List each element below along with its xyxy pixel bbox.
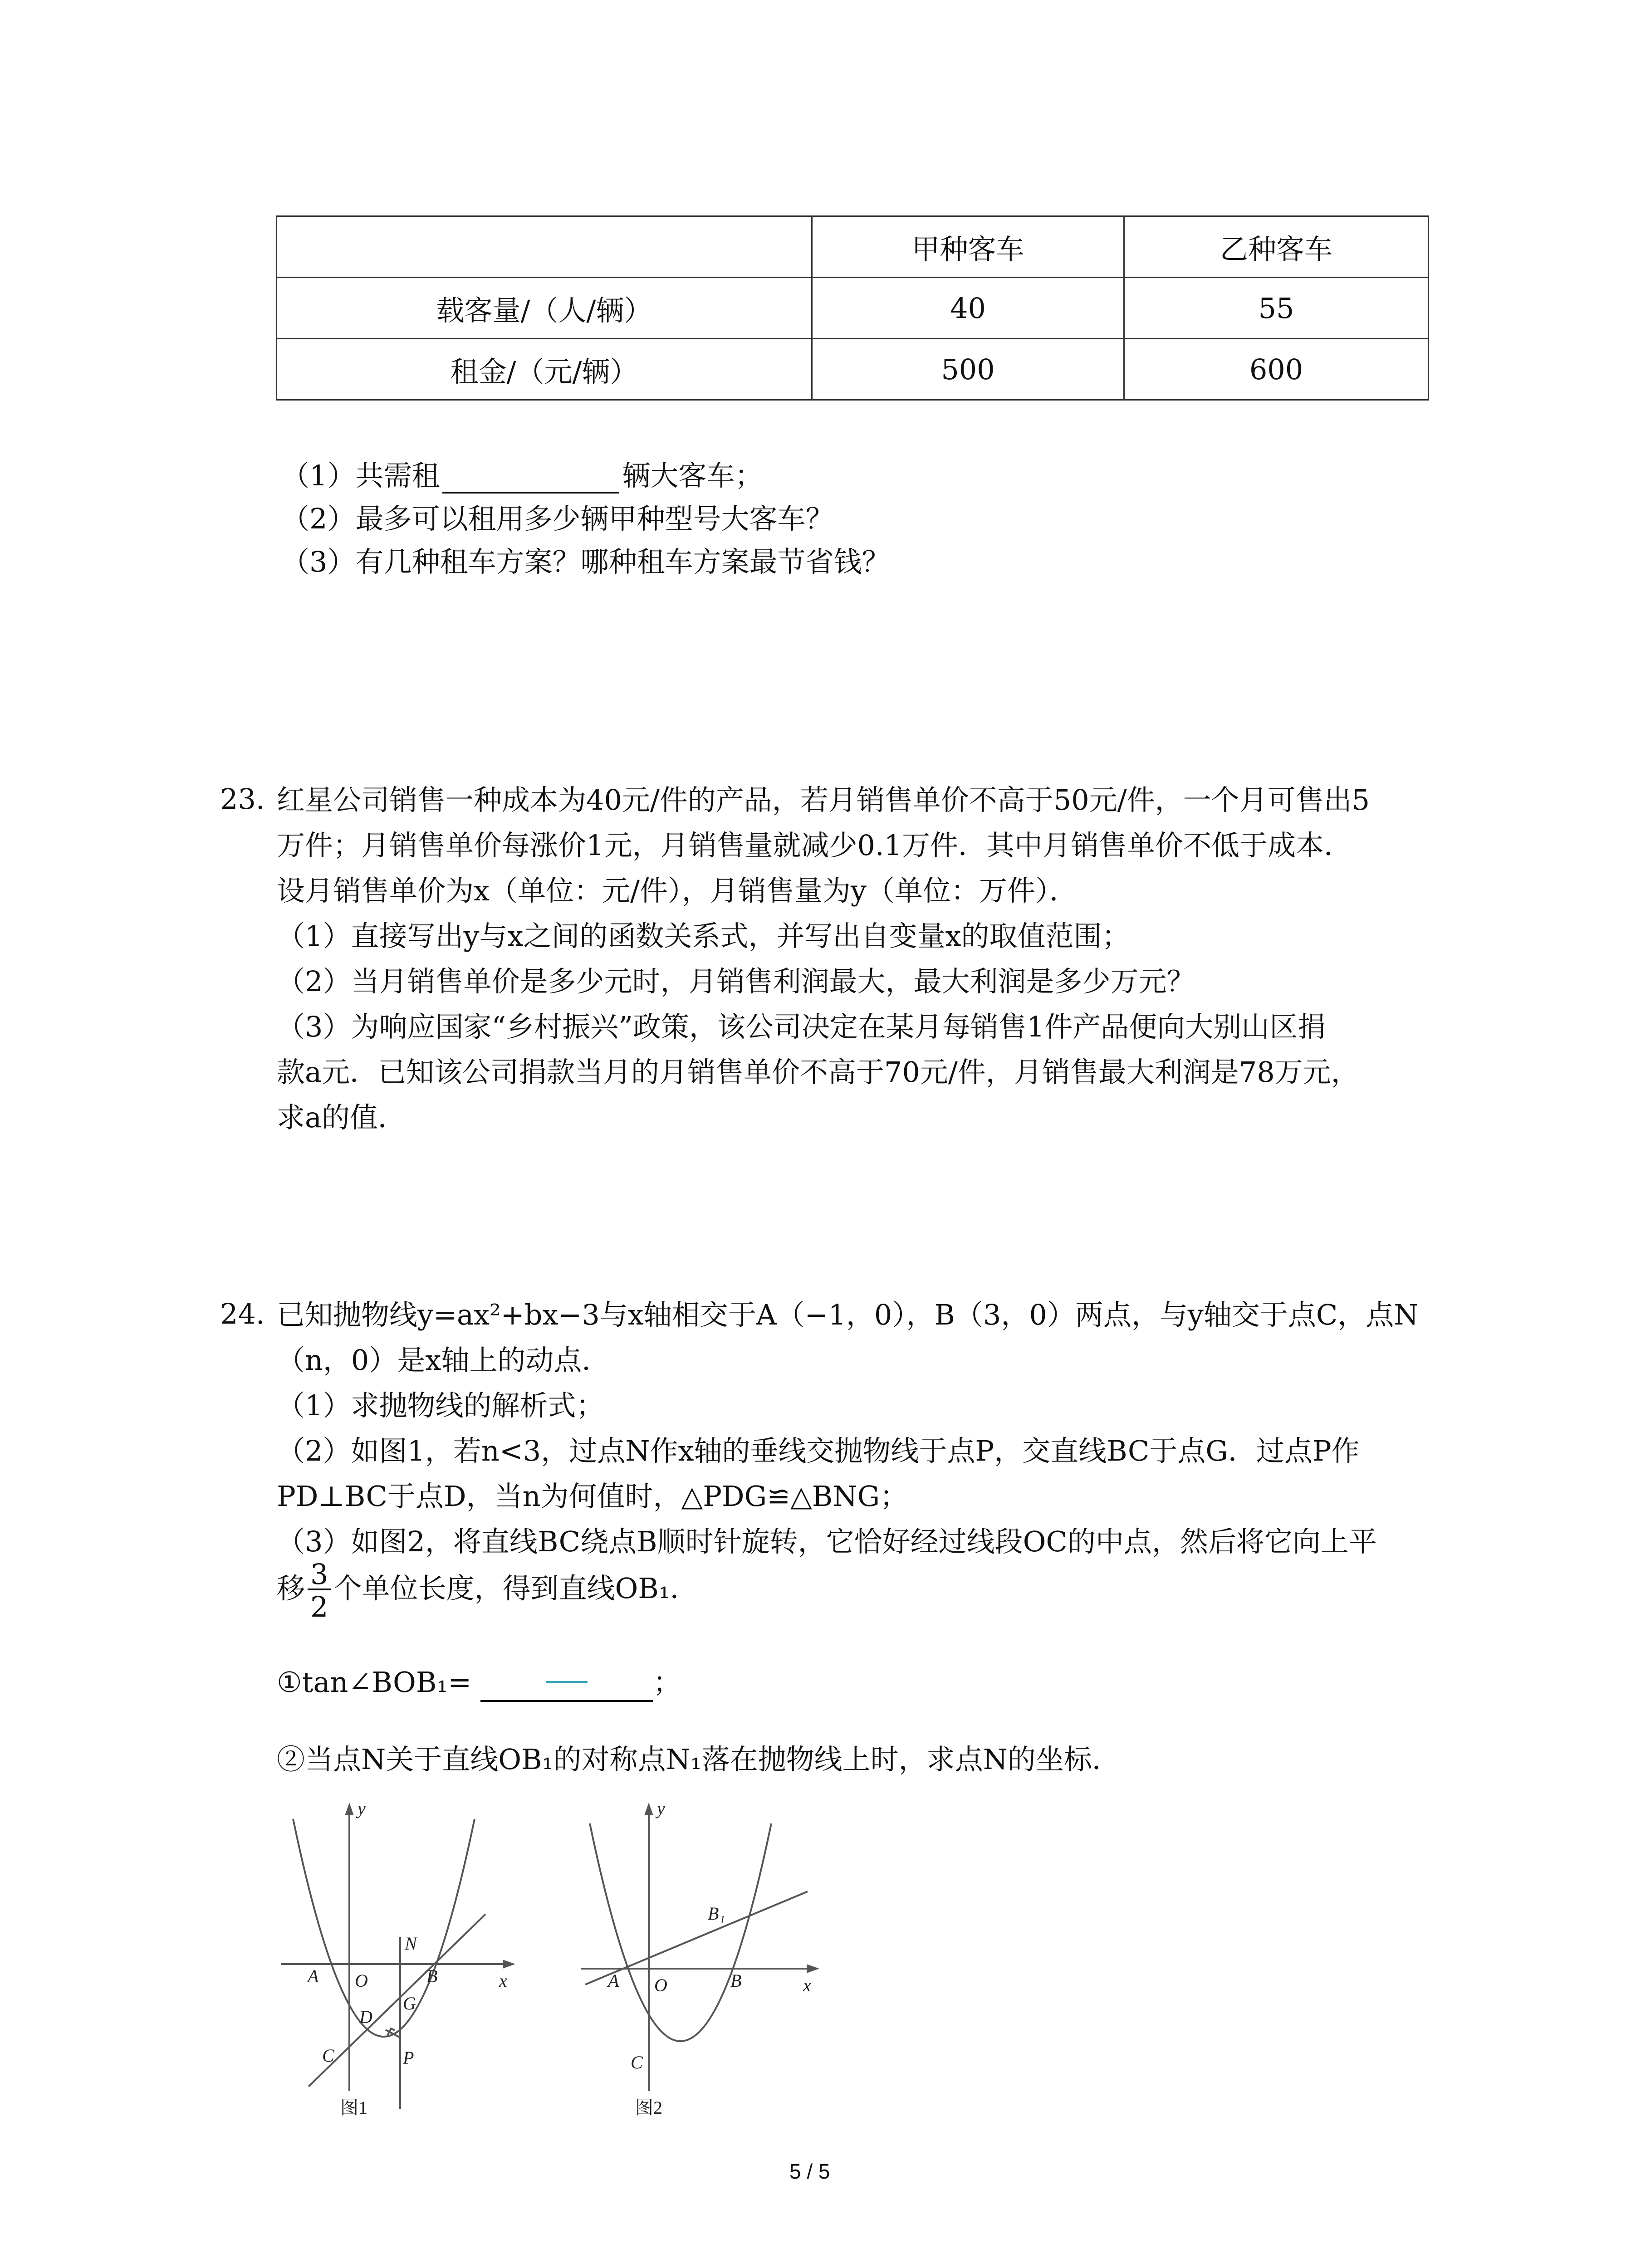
label-y: y bbox=[358, 1801, 366, 1818]
q24-sub1-end: ； bbox=[653, 1666, 681, 1699]
label-c: C bbox=[631, 2052, 643, 2072]
table-cell: 载客量/（人/辆） bbox=[277, 278, 812, 339]
table-cell: 40 bbox=[812, 278, 1124, 339]
page-number: 5 / 5 bbox=[789, 2160, 830, 2183]
label-o: O bbox=[355, 1970, 368, 1991]
y-axis-arrow-icon bbox=[346, 1805, 353, 1814]
label-n: N bbox=[405, 1933, 417, 1954]
q23-line: （1）直接写出y与x之间的函数关系式，并写出自变量x的取值范围； bbox=[277, 919, 1130, 953]
q24-shift-suffix: 个单位长度，得到直线OB₁． bbox=[333, 1572, 698, 1605]
label-x: x bbox=[499, 1970, 507, 1991]
q23-line: （2）当月销售单价是多少元时，月销售利润最大，最大利润是多少万元？ bbox=[277, 965, 1195, 998]
table-cell: 租金/（元/辆） bbox=[277, 339, 812, 400]
question-number: 24. bbox=[220, 1297, 265, 1330]
table-cell: 600 bbox=[1124, 339, 1429, 400]
label-p: P bbox=[403, 2048, 414, 2068]
label-y: y bbox=[657, 1801, 665, 1818]
table-cell: 500 bbox=[812, 339, 1124, 400]
q24-line: （3）如图2，将直线BC绕点B顺时针旋转，它恰好经过线段OC的中点，然后将它向上平 bbox=[277, 1525, 1377, 1558]
line-bc bbox=[309, 1914, 485, 2087]
table-header-cell bbox=[277, 216, 812, 278]
q24-shift-line bbox=[277, 1560, 698, 1621]
q22-part2: （2）最多可以租用多少辆甲种型号大客车？ bbox=[281, 502, 834, 535]
q23-line: 红星公司销售一种成本为40元/件的产品，若月销售单价不高于50元/件，一个月可售出5 bbox=[277, 783, 1370, 816]
rental-table bbox=[276, 215, 1429, 401]
x-axis-arrow-icon bbox=[504, 1961, 513, 1967]
q22-part1-prefix: （1）共需租 bbox=[281, 459, 440, 492]
q24-line: （1）求抛物线的解析式； bbox=[277, 1389, 604, 1422]
label-c: C bbox=[322, 2045, 334, 2066]
fraction-numerator: 3 bbox=[310, 1558, 328, 1591]
q24-line: （n，0）是x轴上的动点． bbox=[277, 1344, 610, 1377]
q24-sub1 bbox=[277, 1665, 681, 1702]
q23-line: 万件；月销售单价每涨价1元，月销售量就减少0.1万件．其中月销售单价不低于成本． bbox=[277, 829, 1352, 862]
fraction-denominator: 2 bbox=[308, 1589, 331, 1621]
x-axis-arrow-icon bbox=[808, 1965, 817, 1972]
answer-blank bbox=[442, 464, 619, 494]
label-x: x bbox=[803, 1975, 811, 1995]
q22-part3: （3）有几种租车方案？哪种租车方案最节省钱？ bbox=[281, 545, 890, 578]
q23-line: （3）为响应国家“乡村振兴”政策，该公司决定在某月每销售1件产品便向大别山区捐 bbox=[277, 1010, 1326, 1043]
label-a: A bbox=[608, 1970, 619, 1991]
y-axis-arrow-icon bbox=[646, 1805, 652, 1814]
figure-1-caption: 图1 bbox=[340, 2097, 367, 2118]
table-header-row bbox=[277, 216, 1429, 278]
q23-line: 求a的值． bbox=[277, 1101, 406, 1134]
figure-1 bbox=[277, 1801, 531, 2118]
answer-dash-mark bbox=[546, 1681, 588, 1683]
q24-line: 已知抛物线y=ax²+bx−3与x轴相交于A（−1，0），B（3，0）两点，与y轴交于点C，点N bbox=[277, 1298, 1419, 1331]
table-header-cell: 甲种客车 bbox=[812, 216, 1124, 278]
label-b1: B₁ bbox=[708, 1903, 725, 1924]
label-a: A bbox=[308, 1966, 319, 1986]
question-number: 23. bbox=[220, 782, 265, 816]
q24-sub1-label: ①tan∠BOB₁= bbox=[277, 1666, 472, 1699]
table-row bbox=[277, 339, 1429, 400]
q24-line: （2）如图1，若n<3，过点N作x轴的垂线交抛物线于点P，交直线BC于点G．过点P作 bbox=[277, 1434, 1360, 1467]
q24-shift-prefix: 移 bbox=[277, 1572, 305, 1605]
fraction bbox=[308, 1560, 331, 1621]
q24-line: PD⊥BC于点D，当n为何值时，△PDG≌△BNG； bbox=[277, 1480, 908, 1513]
q23-line: 设月销售单价为x（单位：元/件），月销售量为y（单位：万件）． bbox=[277, 874, 1078, 907]
table-row bbox=[277, 278, 1429, 339]
table-cell: 55 bbox=[1124, 278, 1429, 339]
answer-blank bbox=[480, 1665, 653, 1702]
figure-2-svg bbox=[572, 1801, 835, 2118]
label-b: B bbox=[426, 1966, 438, 1986]
q22-part1-suffix: 辆大客车； bbox=[622, 459, 763, 492]
parabola bbox=[293, 1819, 475, 2037]
label-g: G bbox=[403, 1993, 416, 2014]
figure-2 bbox=[572, 1801, 835, 2118]
q22-part1 bbox=[281, 458, 763, 494]
q23-line: 款a元．已知该公司捐款当月的月销售单价不高于70元/件，月销售最大利润是78万元， bbox=[277, 1056, 1359, 1089]
figure-2-caption: 图2 bbox=[635, 2097, 662, 2118]
label-o: O bbox=[654, 1975, 667, 1995]
label-d: D bbox=[359, 2007, 372, 2027]
q24-sub2: ②当点N关于直线OB₁的对称点N₁落在抛物线上时，求点N的坐标． bbox=[277, 1743, 1120, 1776]
table-header-cell: 乙种客车 bbox=[1124, 216, 1429, 278]
label-b: B bbox=[730, 1970, 742, 1991]
figure-1-svg bbox=[277, 1801, 531, 2118]
parabola bbox=[590, 1823, 771, 2041]
